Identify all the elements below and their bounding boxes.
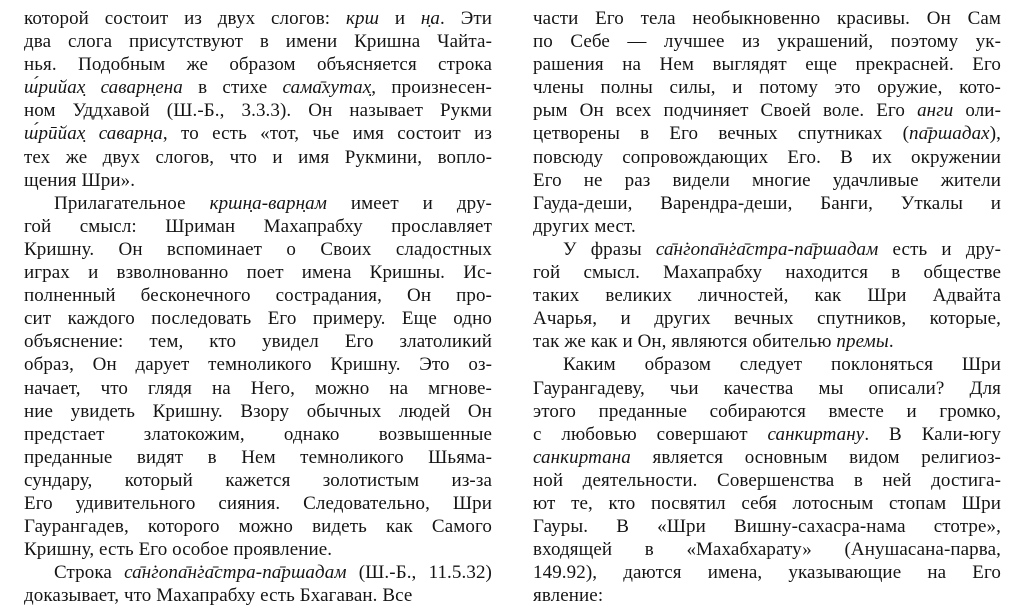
text-line: входящей в «Махабхарату» (Анушасана-парва, [533, 539, 1001, 561]
text-line: Кришну. Он вспоминает о Своих сладостных [24, 238, 492, 260]
column-left [24, 7, 492, 613]
text-line: Его не раз видели многие удачливые жители [533, 169, 1001, 191]
paragraph [533, 353, 1001, 607]
text-line: Гаурангадеву, чьи качества мы описали? Для [533, 377, 1001, 399]
text-line: Гаурангадев, которого можно видеть как Самого [24, 516, 492, 538]
text-line: доказывает, что Махапрабху есть Бхагаван. Все [24, 585, 413, 607]
text-line: Каким образом следует поклоняться Шри [563, 354, 1001, 376]
text-line: члены полны силы, и потому это оружие, кото- [533, 77, 1001, 99]
paragraph [24, 192, 492, 562]
text-line: ш́рийах̣ саварн̣ена в стихе сама̄хутах̣, произнесен- [24, 77, 492, 99]
text-line: Гауда-деши, Варендра-деши, Банги, Уткалы и [533, 192, 1001, 214]
text-line: санкиртана является основным видом религиоз- [533, 446, 1001, 468]
text-line: два слога присутствуют в имени Кришна Чайта- [24, 31, 492, 53]
text-line: предстает златокожим, однако возвышенные [24, 423, 492, 445]
text-line: преданные видят в Нем темноликого Шьяма- [24, 446, 492, 468]
text-line: части Его тела необыкновенно красивы. Он Сам [533, 8, 1001, 29]
paragraph [533, 238, 1001, 353]
text-line: Ачарья, и других вечных спутников, которые, [533, 308, 1001, 330]
text-line: ние увидеть Кришну. Взору обычных людей Он [24, 400, 492, 422]
text-line: рым Он всех подчиняет Своей воле. Его анги оли- [533, 100, 1001, 122]
text-line: нья. Подобным же образом объясняется строка [24, 54, 492, 76]
text-line: У фразы са̄н̇гопа̄н̇га̄стра-па̄ршадам есть и дру- [563, 238, 1001, 260]
text-line: которой состоит из двух слогов: крш и н̣а. Эти [24, 8, 492, 29]
paragraph [24, 561, 492, 607]
text-line: ют те, кто посвятил себя лотосным стопам Шри [533, 492, 1001, 514]
text-line: ш́рӣйах̣ саварн̣а, то есть «тот, чье имя состоит из [24, 123, 492, 145]
text-line: этого преданные собираются вместе и громко, [533, 400, 1001, 422]
text-line: Его удивительного сияния. Следовательно, Шри [24, 492, 492, 514]
text-line: начает, что глядя на Него, можно на мгнове- [24, 377, 492, 399]
column-right [533, 7, 1001, 613]
text-line: полненный бесконечного сострадания, Он про- [24, 285, 492, 307]
text-line: объяснение: тем, кто увидел Его златоликий [24, 331, 492, 353]
paragraph [24, 7, 492, 192]
text-line: тех же двух слогов, что и имя Рукмини, вопло- [24, 146, 492, 168]
text-line: с любовью совершают санкиртану. В Кали-югу [533, 423, 1001, 445]
paragraph [533, 7, 1001, 238]
text-line: сундару, который кажется золотистым из-за [24, 469, 492, 491]
text-line: образ, Он дарует темноликого Кришну. Это оз- [24, 354, 492, 376]
text-line: гой смысл. Махапрабху находится в обществе [533, 262, 1001, 284]
text-line: Гауры. В «Шри Вишну-сахасра-нама стотре», [533, 516, 1001, 538]
text-line: щения Шри». [24, 169, 136, 191]
text-line: других мест. [533, 215, 636, 237]
text-line: играх и взволнованно поет имена Кришны. Ис- [24, 262, 492, 284]
text-line: явление: [533, 585, 604, 607]
text-line: Прилагательное кршн̣а-варн̣ам имеет и дру- [54, 192, 492, 214]
text-line: рашения на Нем выглядят еще прекрасней. Его [533, 54, 1001, 76]
text-line: так же как и Он, являются обителью премы. [533, 331, 894, 353]
text-line: таких великих личностей, как Шри Адвайта [533, 285, 1001, 307]
text-line: гой смысл: Шриман Махапрабху прославляет [24, 215, 492, 237]
text-line: ной деятельности. Совершенства в ней достига- [533, 469, 1001, 491]
text-line: повсюду сопровождающих Его. В их окружении [533, 146, 1001, 168]
text-line: 149.92), даются имена, указывающие на Его [533, 562, 1001, 584]
text-line: Кришну, есть Его особое проявление. [24, 539, 333, 561]
text-line: цетворены в Его вечных спутниках (па̄ршадах), [533, 123, 1001, 145]
text-line: ном Уддхавой (Ш.-Б., 3.3.3). Он называет Рукми [24, 100, 492, 122]
text-line: сит каждого последовать Его примеру. Еще одно [24, 308, 492, 330]
text-line: Строка са̄н̇гопа̄н̇га̄стра-па̄ршадам (Ш.-Б., 11.5.32) [54, 562, 492, 584]
text-line: по Себе — лучшее из украшений, поэтому ук- [533, 31, 1001, 53]
